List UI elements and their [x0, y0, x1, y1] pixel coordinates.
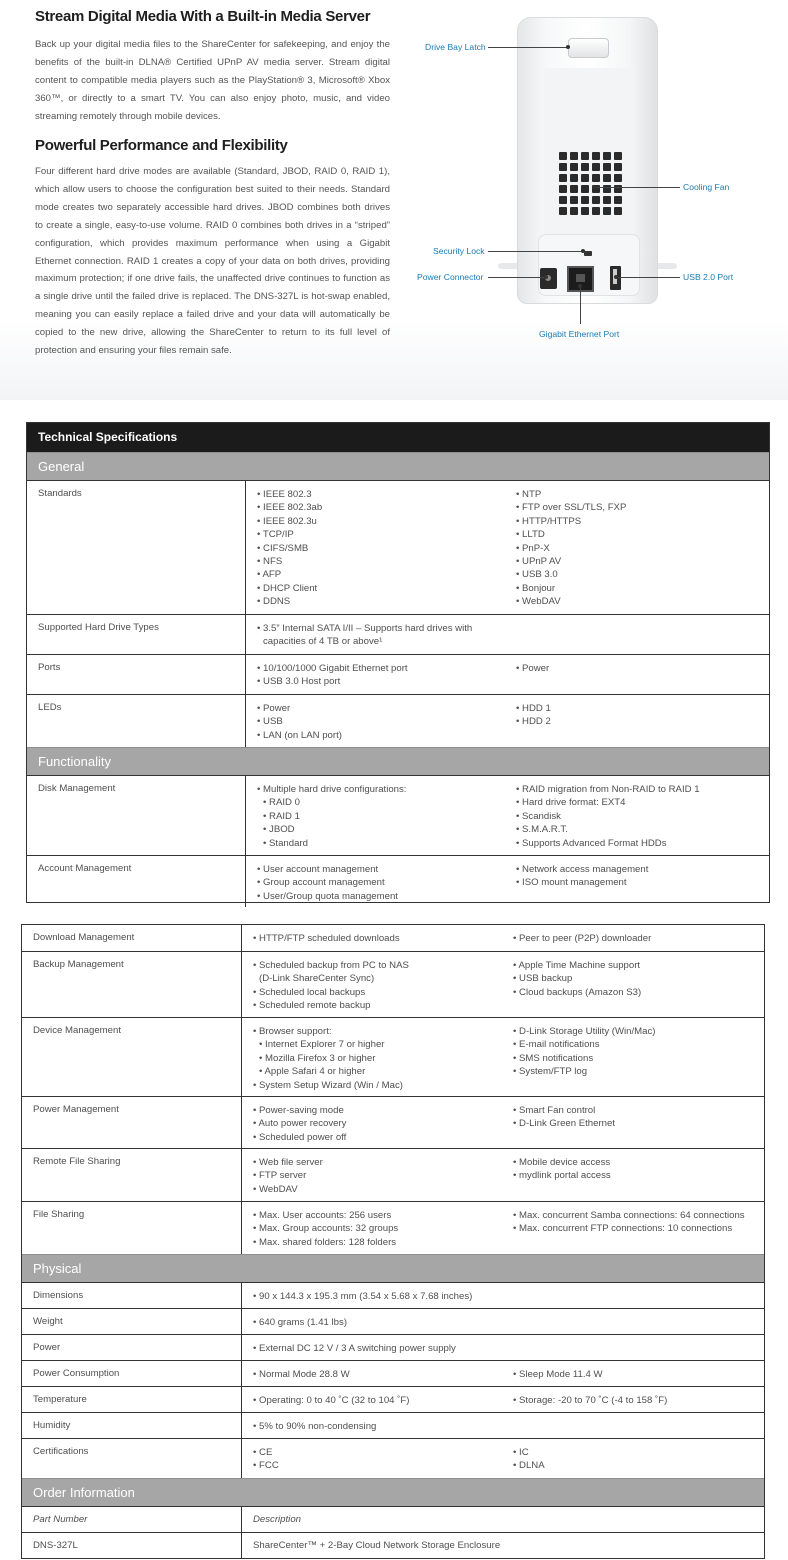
callout-dot [592, 185, 596, 189]
spec-item: • HTTP/HTTPS [516, 515, 582, 527]
spec-item: (D-Link ShareCenter Sync) [259, 973, 375, 985]
spec-item: • CE [253, 1447, 273, 1458]
spec-item: • USB backup [513, 973, 573, 985]
callout-dot [544, 275, 548, 279]
spec-list [253, 1420, 513, 1432]
spec-item: • Max. User accounts: 256 users [253, 1210, 392, 1221]
spec-row-hdd-types [27, 614, 769, 654]
hero-section [0, 0, 788, 400]
performance-paragraph: Four different hard drive modes are available (Standard, JBOD, RAID 0, RAID 1), which allow users to choose the configuration best suited to their needs. Standard mode creates two separately accessible hard drives. JBOD combines both drives to create a single, easy-to-use volume. RAID 0 combines both drives in a “striped” configuration, which provides maximum performance when using a Gigabit Ethernet connection. RAID 1 creates a copy of your data on both drives, providing maximum protection; if one drive fails, the unaffected drive continues to function as a single drive until the failed drive is replaced. The DNS-327L is hot-swap enabled, meaning you can easily replace a failed drive and your data will automatically be copied to the new drive, allowing the ShareCenter to return to its full level of protection and ensuring your files remain safe. [35, 166, 390, 357]
spec-list [513, 959, 756, 1011]
spec-list [257, 488, 516, 608]
spec-item: • Scheduled power off [253, 1131, 347, 1143]
spec-label: Disk Management [27, 776, 246, 855]
spec-list [513, 1025, 756, 1090]
spec-item: • 90 x 144.3 x 195.3 mm (3.54 x 5.68 x 7.68 inches) [253, 1291, 473, 1302]
spec-item: • LAN (on LAN port) [257, 729, 342, 741]
spec-item: • Sleep Mode 11.4 W [513, 1369, 603, 1380]
spec-item: • Storage: -20 to 70 ˚C (-4 to 158 ˚F) [513, 1395, 668, 1406]
spec-item: • 640 grams (1.41 lbs) [253, 1317, 348, 1328]
spec-item: • Web file server [253, 1157, 323, 1168]
spec-list [516, 863, 761, 901]
spec-table-continued [21, 924, 765, 1559]
spec-list [516, 662, 761, 688]
spec-item: • JBOD [263, 824, 295, 836]
spec-label: Certifications [22, 1439, 242, 1478]
spec-list [257, 702, 516, 741]
spec-item: • DHCP Client [257, 582, 318, 594]
spec-item: • Apple Time Machine support [513, 960, 641, 971]
callout-security-lock: Security Lock [433, 246, 485, 256]
spec-label: LEDs [27, 695, 246, 747]
spec-item: • Internet Explorer 7 or higher [259, 1039, 385, 1051]
spec-item: • Cloud backups (Amazon S3) [513, 986, 642, 998]
spec-row-certifications [22, 1438, 764, 1478]
spec-item: • Max. concurrent Samba connections: 64 connections [513, 1210, 745, 1221]
spec-item: • User account management [257, 864, 379, 875]
spec-item: • CIFS/SMB [257, 542, 309, 554]
spec-list [513, 1368, 756, 1380]
spec-item: • Scheduled local backups [253, 986, 366, 998]
spec-item: • D-Link Storage Utility (Win/Mac) [513, 1026, 656, 1037]
spec-list [257, 783, 516, 849]
spec-item: • IEEE 802.3u [257, 515, 317, 527]
section-order-information: Order Information [22, 1478, 764, 1506]
spec-item: • Browser support: [253, 1026, 332, 1037]
spec-item: • AFP [257, 569, 282, 581]
spec-label: Account Management [27, 856, 246, 907]
spec-label: Power [22, 1335, 242, 1360]
spec-item: • Bonjour [516, 582, 556, 594]
callout-line [488, 277, 546, 278]
spec-row-temperature [22, 1386, 764, 1412]
nas-device-illustration [517, 17, 658, 304]
spec-item: • Standard [263, 837, 308, 849]
spec-item: • USB [257, 716, 283, 728]
callout-line [488, 47, 568, 48]
spec-list [253, 1342, 513, 1354]
callout-line [617, 277, 680, 278]
spec-list [513, 1156, 756, 1195]
spec-item: • 5% to 90% non-condensing [253, 1421, 377, 1432]
spec-list [257, 622, 516, 648]
spec-list [257, 863, 516, 901]
callout-drive-bay-latch: Drive Bay Latch [425, 42, 486, 52]
order-description-header: Description [253, 1514, 301, 1525]
spec-label: Power Management [22, 1097, 242, 1148]
spec-list [516, 783, 761, 849]
spec-item: • TCP/IP [257, 529, 294, 541]
spec-item: • PnP-X [516, 542, 550, 554]
section-functionality: Functionality [27, 747, 769, 775]
spec-item: capacities of 4 TB or above¹ [263, 636, 383, 648]
spec-item: • S.M.A.R.T. [516, 824, 568, 836]
spec-item: • System/FTP log [513, 1066, 588, 1078]
spec-label: Backup Management [22, 952, 242, 1017]
spec-item: • RAID migration from Non-RAID to RAID 1 [516, 784, 700, 795]
spec-row-account-management [27, 855, 769, 907]
spec-item: • E-mail notifications [513, 1039, 600, 1051]
spec-item: • Hard drive format: EXT4 [516, 797, 626, 809]
spec-item: • NFS [257, 556, 283, 568]
spec-item: • Max. Group accounts: 32 groups [253, 1223, 399, 1235]
spec-row-humidity [22, 1412, 764, 1438]
spec-item: • USB 3.0 Host port [257, 676, 341, 688]
power-connector [540, 268, 557, 289]
spec-item: • 3.5” Internal SATA I/II – Supports hard drives with [257, 623, 473, 634]
spec-item: • ISO mount management [516, 877, 627, 889]
spec-row-leds [27, 694, 769, 747]
spec-item: • Power-saving mode [253, 1105, 344, 1116]
spec-row-download-management [22, 925, 764, 951]
spec-row-standards [27, 480, 769, 614]
spec-label: Supported Hard Drive Types [27, 615, 246, 654]
spec-label: Ports [27, 655, 246, 694]
spec-item: • SMS notifications [513, 1052, 594, 1064]
order-description: ShareCenter™ + 2-Bay Cloud Network Storage Enclosure [253, 1540, 501, 1551]
spec-item: • USB 3.0 [516, 569, 558, 581]
spec-list [253, 959, 513, 1011]
spec-item: • External DC 12 V / 3 A switching power supply [253, 1343, 456, 1354]
order-part-number-header: Part Number [22, 1507, 242, 1532]
spec-item: • mydlink portal access [513, 1170, 611, 1182]
spec-list [253, 1368, 513, 1380]
spec-label: Remote File Sharing [22, 1149, 242, 1201]
spec-item: • Mozilla Firefox 3 or higher [259, 1052, 376, 1064]
spec-item: • Peer to peer (P2P) downloader [513, 933, 652, 944]
spec-item: • Power [257, 703, 291, 714]
spec-item: • D-Link Green Ethernet [513, 1118, 616, 1130]
spec-row-power-consumption [22, 1360, 764, 1386]
spec-item: • IC [513, 1447, 529, 1458]
spec-item: • WebDAV [253, 1183, 298, 1195]
spec-item: • LLTD [516, 529, 545, 541]
spec-list [257, 662, 516, 688]
callout-power-connector: Power Connector [417, 272, 484, 282]
spec-item: • HDD 2 [516, 716, 551, 728]
callout-dot [581, 249, 585, 253]
spec-list [253, 1394, 513, 1406]
spec-list [513, 1209, 756, 1248]
spec-item: • Supports Advanced Format HDDs [516, 837, 667, 849]
spec-list [513, 1446, 756, 1472]
spec-row-power [22, 1334, 764, 1360]
spec-item: • HDD 1 [516, 703, 551, 714]
spec-item: • IEEE 802.3ab [257, 502, 323, 514]
spec-item: • FCC [253, 1460, 279, 1472]
spec-list [516, 488, 761, 608]
section-general: General [27, 452, 769, 480]
spec-item: • Normal Mode 28.8 W [253, 1369, 350, 1380]
callout-line [580, 286, 581, 324]
spec-item: • Max. concurrent FTP connections: 10 connections [513, 1223, 733, 1235]
spec-list [253, 1316, 513, 1328]
callout-line [595, 187, 680, 188]
spec-item: • FTP server [253, 1170, 307, 1182]
spec-row-backup-management [22, 951, 764, 1017]
callout-dot [578, 284, 582, 288]
spec-item: • RAID 1 [263, 810, 300, 822]
spec-label: Device Management [22, 1018, 242, 1096]
spec-row-ports [27, 654, 769, 694]
spec-item: • Network access management [516, 864, 649, 875]
spec-item: • Apple Safari 4 or higher [259, 1066, 366, 1078]
spec-label: Standards [27, 481, 246, 614]
spec-list [516, 702, 761, 741]
spec-item: • IEEE 802.3 [257, 489, 312, 500]
callout-dot [566, 45, 570, 49]
spec-item: • Max. shared folders: 128 folders [253, 1236, 397, 1248]
callout-gigabit-port: Gigabit Ethernet Port [539, 329, 620, 339]
spec-label: Temperature [22, 1387, 242, 1412]
security-lock-slot [584, 251, 592, 256]
spec-row-file-sharing [22, 1201, 764, 1254]
stream-paragraph: Back up your digital media files to the ShareCenter for safekeeping, and enjoy the benefits of the built-in DLNA® Certified UPnP AV media server. Stream digital content to compatible media players such as the PlayStation® 3, Microsoft® Xbox 360™, or directly to a smart TV. You can also enjoy photo, music, and video streaming remotely through mobile devices. [35, 39, 390, 122]
spec-item: • FTP over SSL/TLS, FXP [516, 502, 627, 514]
spec-list [253, 1156, 513, 1195]
spec-list [253, 1025, 513, 1090]
spec-item: • Scandisk [516, 810, 561, 822]
spec-item: • Auto power recovery [253, 1118, 347, 1130]
spec-list [253, 1209, 513, 1248]
spec-list [253, 1446, 513, 1472]
spec-item: • 10/100/1000 Gigabit Ethernet port [257, 663, 408, 674]
spec-label: Dimensions [22, 1283, 242, 1308]
spec-row-disk-management [27, 775, 769, 855]
spec-item: • User/Group quota management [257, 890, 398, 902]
spec-row-power-management [22, 1096, 764, 1148]
spec-item: • DDNS [257, 596, 291, 608]
spec-item: • RAID 0 [263, 797, 300, 809]
spec-item: • Power [516, 663, 550, 674]
spec-item: • NTP [516, 489, 542, 500]
spec-item: • DLNA [513, 1460, 545, 1472]
spec-row-remote-file-sharing [22, 1148, 764, 1201]
spec-table-general [26, 422, 770, 903]
spec-label: Download Management [22, 925, 242, 951]
spec-label: Humidity [22, 1413, 242, 1438]
spec-list [513, 1394, 756, 1406]
spec-row-weight [22, 1308, 764, 1334]
order-part-number: DNS-327L [22, 1533, 242, 1558]
order-header-row [22, 1506, 764, 1532]
spec-item: • Smart Fan control [513, 1105, 596, 1116]
spec-item: • UPnP AV [516, 556, 562, 568]
spec-list [253, 932, 513, 945]
spec-list [513, 1104, 756, 1142]
section-physical: Physical [22, 1254, 764, 1282]
spec-list [513, 932, 756, 945]
spec-item: • Scheduled backup from PC to NAS [253, 960, 409, 971]
spec-row-dimensions [22, 1282, 764, 1308]
spec-label: Weight [22, 1309, 242, 1334]
spec-label: Power Consumption [22, 1361, 242, 1386]
spec-row-device-management [22, 1017, 764, 1096]
spec-list [253, 1104, 513, 1142]
spec-item: • Mobile device access [513, 1157, 611, 1168]
spec-title: Technical Specifications [27, 423, 769, 452]
callout-line [488, 251, 583, 252]
spec-item: • Group account management [257, 877, 385, 889]
callout-cooling-fan: Cooling Fan [683, 182, 730, 192]
spec-item: • Multiple hard drive configurations: [257, 784, 407, 795]
callout-dot [614, 275, 618, 279]
spec-item: • Scheduled remote backup [253, 1000, 371, 1012]
spec-label: File Sharing [22, 1202, 242, 1254]
performance-heading: Powerful Performance and Flexibility [35, 137, 288, 154]
spec-item: • System Setup Wizard (Win / Mac) [253, 1079, 403, 1091]
order-row [22, 1532, 764, 1558]
spec-list [253, 1290, 513, 1302]
callout-usb-port: USB 2.0 Port [683, 272, 734, 282]
spec-item: • HTTP/FTP scheduled downloads [253, 933, 400, 944]
spec-item: • WebDAV [516, 596, 561, 608]
spec-item: • Operating: 0 to 40 ˚C (32 to 104 ˚F) [253, 1395, 410, 1406]
drive-bay-latch [568, 38, 609, 58]
stream-heading: Stream Digital Media With a Built-in Media Server [35, 8, 371, 25]
